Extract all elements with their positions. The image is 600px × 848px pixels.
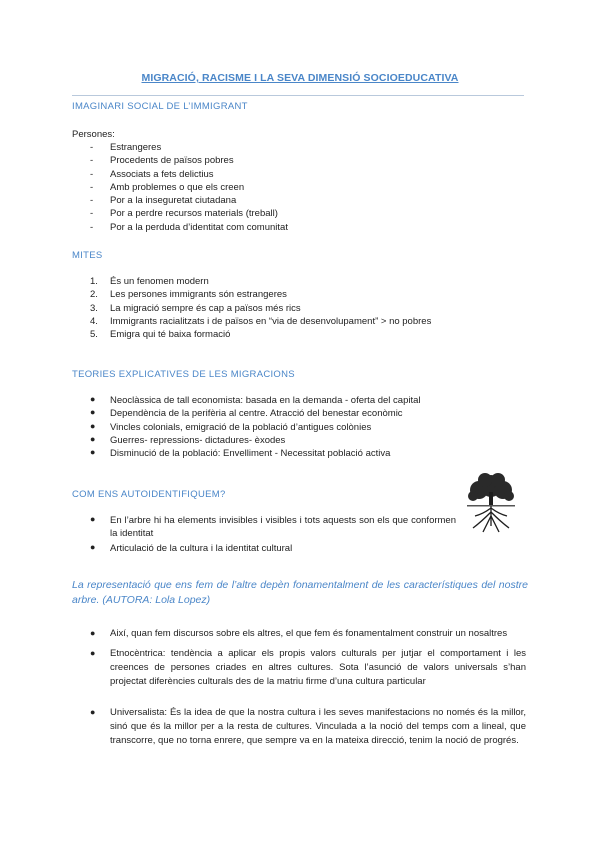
list-item: ● Vincles colonials, emigració de la població d’antigues colònies: [90, 420, 372, 433]
tree-roots-image: [463, 472, 519, 534]
list-item: ● En l’arbre hi ha elements invisibles i visibles i tots aquests son els que conformen la identitat: [90, 514, 456, 540]
heading-teories: TEORIES EXPLICATIVES DE LES MIGRACIONS: [72, 369, 295, 380]
list-item: 2. Les persones immigrants són estrangeres: [90, 289, 287, 301]
list-item: - Amb problemes o que els creen: [90, 181, 245, 193]
persones-list: [90, 141, 288, 234]
list-item: - Por a la inseguretat ciutadana: [90, 195, 237, 207]
list-item: 3. La migració sempre és cap a països més rics: [90, 302, 301, 314]
list-item: ● Etnocèntrica: tendència a aplicar els propis valors culturals per jutjar el comportament i les creences de persones criades en altres cultures. Sota l’asunció de valors universals s’han projectat diferències culturals des de la matriu firme d’una cultura particular: [90, 648, 526, 687]
list-item: ● Articulació de la cultura i la identitat cultural: [90, 541, 293, 554]
heading-imaginari-social: IMAGINARI SOCIAL DE L’IMMIGRANT: [72, 101, 248, 112]
list-item: ● Així, quan fem discursos sobre els altres, el que fem és fonamentalment construir un nosaltres: [90, 628, 508, 639]
list-item: 5. Emigra qui té baixa formació: [90, 329, 231, 341]
title-divider: [72, 95, 524, 96]
list-item: ● Dependència de la perifèria al centre. Atracció del benestar econòmic: [90, 407, 403, 420]
list-item: ● Disminució de la població: Envelliment - Necessitat població activa: [90, 447, 391, 460]
autoidentificacio-list: [90, 514, 456, 555]
list-item: - Por a la perduda d’identitat com comunitat: [90, 221, 288, 233]
list-item: - Procedents de països pobres: [90, 155, 234, 167]
document-title: MIGRACIÓ, RACISME I LA SEVA DIMENSIÓ SOCIOEDUCATIVA: [141, 72, 459, 84]
list-item: - Por a perdre recursos materials (treball): [90, 208, 278, 220]
heading-mites: MITES: [72, 250, 103, 261]
list-item: 1. És un fenomen modern: [90, 276, 209, 287]
list-item: - Associats a fets delictius: [90, 168, 214, 180]
list-item: ● Universalista: És la idea de que la nostra cultura i les seves manifestacions no només és la millor, sinó que és la millor per a la resta de cultures. Vinculada a la noció del temps com a lineal, que transcorre, que no torna enrere, que sempre va en la mateixa direcció, tenim la noció de progrés.: [90, 707, 526, 746]
list-item: - Estrangeres: [90, 142, 162, 153]
discursos-list: [90, 627, 526, 748]
list-item: ● Guerres- repressions- dictadures- èxodes: [90, 433, 286, 446]
mites-list: [90, 275, 431, 341]
teories-list: [90, 394, 526, 460]
persones-intro: Persones:: [72, 129, 115, 140]
lola-lopez-quote: La representació que ens fem de l’altre depèn fonamentalment de les característiques del nostre arbre. (AUTORA: Lola Lopez): [72, 579, 528, 606]
list-item: ● Neoclàssica de tall economista: basada en la demanda - oferta del capital: [90, 394, 421, 406]
list-item: 4. Immigrants racialitzats i de països en “via de desenvolupament” > no pobres: [90, 315, 432, 327]
heading-autoidentifiquem: COM ENS AUTOIDENTIFIQUEM?: [72, 489, 226, 500]
